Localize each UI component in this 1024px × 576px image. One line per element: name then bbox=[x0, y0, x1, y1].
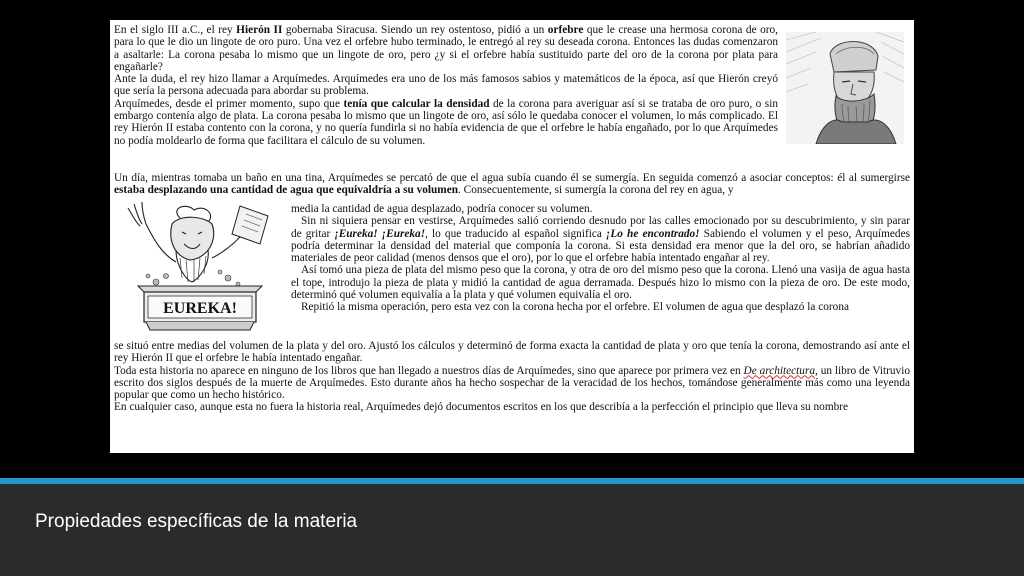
paragraph-conclusion: se situó entre medias del volumen de la plata y del oro. Ajustó los cálculos y determinó de forma exacta la cantidad de plata y oro que tenía la corona, demostrando así ante el rey Hierón II que el orfebre le había intentado engañar. Toda esta historia no aparece en ninguno de los libros que han llegado a nuestros días de Arquímedes, sino que aparece por primera vez en De architectura, un libro de Vitruvio escrito dos siglos después de la muerte de Arquímedes. Esto durante años ha hecho sospechar de la veracidad de los hechos, tomándose generalmente más como una leyenda popular que como un hecho histórico. En cualquier caso, aunque esta no fuera la historia real, Arquímedes dejó documentos escritos en los que describía a la perfección el principio que lleva su nombre bbox=[114, 340, 910, 414]
eureka-sign-text: EUREKA! bbox=[163, 300, 237, 317]
paragraph-eureka: media la cantidad de agua desplazado, podría conocer su volumen. Sin ni siquiera pensar en vestirse, Arquímedes salió corriendo desnudo por las calles emocionado por su descubrimiento, y sin parar de gritar ¡Eureka! ¡Eureka!, lo que traducido al español significa ¡Lo he encontrado! Sabiendo el volumen y el peso, Arquímedes podría determinar la densidad del material que componía la corona. Si esta densidad era menor que la del oro, se habrían añadido materiales de peor calidad (menos densos que el oro), por lo que el orfebre había intentado engañar al rey. Así tomó una pieza de plata del mismo peso que la corona, y otra de oro del mismo peso que la corona. Llenó una vasija de agua hasta el tope, introdujo la pieza de plata y midió la cantidad de agua derramada. Después hizo lo mismo con la pieza de oro. De este modo, determinó qué volumen equivalía a la plata y qué volumen equivalía el oro. Repitió la misma operación, pero esta vez con la corona hecha por el orfebre. El volumen de agua que desplazó la corona bbox=[291, 203, 910, 314]
eureka-illustration bbox=[120, 200, 280, 333]
document-image bbox=[110, 20, 914, 453]
archimedes-portrait bbox=[786, 32, 904, 144]
slide-title: Propiedades específicas de la materia bbox=[35, 511, 358, 532]
paragraph-intro: En el siglo III a.C., el rey Hierón II gobernaba Siracusa. Siendo un rey ostentoso, pidió a un orfebre que le crease una hermosa corona de oro, para lo que le dio un lingote de oro puro. Una vez el orfebre hubo terminado, le entregó al rey su deseada corona. Entonces las dudas comenzaron a asaltarle: La corona pesaba lo mismo que un lingote de oro, pero ¿y si el orfebre había sustituido parte del oro de la corona por plata para engañarle? Ante la duda, el rey hizo llamar a Arquímedes. Arquímedes era uno de los más famosos sabios y matemáticos de la época, así que Hierón creyó que sería la persona adecuada para abordar su problema. Arquímedes, desde el primer momento, supo que tenía que calcular la densidad de la corona para averiguar así si se trataba de oro puro, o sin embargo contenía algo de plata. La corona pesaba lo mismo que un lingote de oro, así sólo le quedaba conocer el volumen, lo más complicado. El rey Hierón II estaba contento con la corona, y no quería fundirla si no había evidencia de que el orfebre le había engañado, por lo que Arquímedes no podía moldearlo de forma que facilitara el cálculo de su volumen. bbox=[114, 24, 778, 147]
paragraph-bath: Un día, mientras tomaba un baño en una tina, Arquímedes se percató de que el agua subía cuando él se sumergía. En seguida comenzó a asociar conceptos: él al sumergirse estaba desplazando una cantidad de agua que equivaldría a su volumen. Consecuentemente, si sumergía la corona del rey en agua, y bbox=[114, 172, 910, 197]
